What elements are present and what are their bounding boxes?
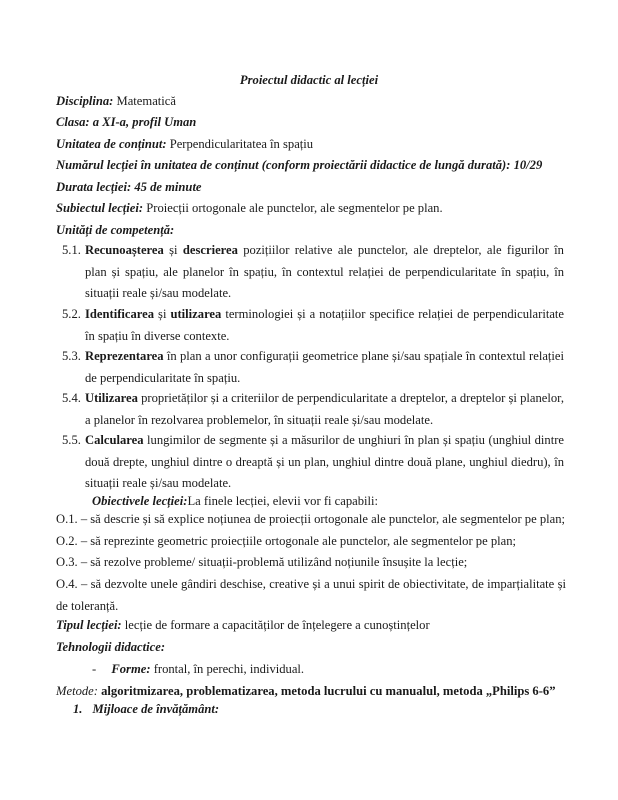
mijloace-number: 1. <box>73 702 83 716</box>
unitatea-value: Perpendicularitatea în spațiu <box>166 137 314 151</box>
subiectul-label: Subiectul lecției: <box>56 201 144 215</box>
competence-text: pozițiilor relative ale punctelor, ale dreptelor, ale figurilor în plan și spațiu, ale planelor în spațiu, în contextul relației de perpendicularitate în spațiu, în situații reale și/sau modelate. <box>85 243 564 300</box>
unitati-label: Unități de competență: <box>56 223 175 237</box>
obiective-label: Obiectivele lecției: <box>92 494 188 508</box>
unitati-line <box>56 222 174 238</box>
durata-line <box>56 179 202 195</box>
competence-verb-2: descrierea <box>182 243 238 257</box>
competence-item <box>62 346 564 389</box>
objective-item: O.3. – să rezolve probleme/ situații-problemă utilizând noțiunile însușite la lecție; <box>56 555 468 569</box>
numarul-label: Numărul lecției în unitatea de conținut (conform proiectării didactice de lungă durată): 10/29 <box>56 158 543 172</box>
competence-conj: și <box>154 307 171 321</box>
unitatea-label: Unitatea de conținut: <box>56 137 167 151</box>
objective-item: O.4. – să dezvolte unele gândiri deschise, creative și a unui spirit de obiectivitate, de imparțialitate și de toleranță. <box>56 577 566 613</box>
competence-text: în plan a unor configurații geometrice plane și/sau spațiale în contextul relației de perpendicularitate în spațiu. <box>85 349 564 385</box>
competence-text: proprietăților și a criteriilor de perpendicularitate a dreptelor, a dreptelor și planelor, a planelor în rezolvarea problemelor, în situații reale și/sau modelate. <box>85 391 564 427</box>
competence-item <box>62 240 564 305</box>
clasa-label: Clasa: a XI-a, profil Uman <box>56 115 197 129</box>
unitatea-line <box>56 136 313 152</box>
document-title: Proiectul didactic al lecției <box>239 73 379 87</box>
clasa-line <box>56 114 196 130</box>
competence-item <box>62 388 564 431</box>
disciplina-value: Matematică <box>113 94 176 108</box>
forme-line <box>92 661 304 677</box>
disciplina-line <box>56 93 176 109</box>
durata-label: Durata lecției <box>56 180 128 194</box>
numarul-line <box>56 157 542 173</box>
competence-number: 5.5. <box>62 433 81 447</box>
metode-line <box>56 683 556 699</box>
competence-verb: Identificarea <box>85 307 155 321</box>
subiectul-value: Proiecții ortogonale ale punctelor, ale segmentelor pe plan. <box>143 201 443 215</box>
bullet-dash: - <box>92 662 97 676</box>
tehnologii-label: Tehnologii didactice: <box>56 640 166 654</box>
forme-value: frontal, în perechi, individual. <box>150 662 305 676</box>
competence-conj: și <box>163 243 183 257</box>
competence-text: lungimilor de segmente și a măsurilor de unghiuri în plan și spațiu (unghiul dintre două drepte, unghiul dintre o dreaptă și un plan, unghiul dintre două plane, unghiul diedru), în situații reale și/sau modelate. <box>85 433 564 490</box>
mijloace-label: Mijloace de învățământ: <box>92 702 220 716</box>
competence-verb: Recunoașterea <box>85 243 164 257</box>
durata-value: : 45 de minute <box>127 180 202 194</box>
competence-number: 5.1. <box>62 243 81 257</box>
competence-item <box>62 304 564 347</box>
objective-item: O.2. – să reprezinte geometric proiecțiile ortogonale ale punctelor, ale segmentelor pe plan; <box>56 534 517 548</box>
tipul-label: Tipul lecției: <box>56 618 122 632</box>
objective-item: O.1. – să descrie și să explice noțiunea de proiecții ortogonale ale punctelor, ale segmentelor pe plan; <box>56 512 566 526</box>
competence-verb: Calcularea <box>85 433 144 447</box>
obiective-value: La finele lecției, elevii vor fi capabili: <box>187 494 379 508</box>
competence-text: terminologiei și a notațiilor specifice relației de perpendicularitate în spațiu în diverse contexte. <box>85 307 564 343</box>
competence-verb: Reprezentarea <box>85 349 164 363</box>
tipul-line <box>56 617 430 633</box>
forme-label: Forme: <box>111 662 151 676</box>
tehnologii-line <box>56 639 165 655</box>
subiectul-line <box>56 200 443 216</box>
disciplina-label: Disciplina: <box>56 94 114 108</box>
competence-verb: Utilizarea <box>85 391 138 405</box>
competence-item <box>62 430 564 495</box>
obiective-line <box>92 493 378 509</box>
competence-verb-2: utilizarea <box>170 307 222 321</box>
competence-number: 5.4. <box>62 391 81 405</box>
metode-value: algoritmizarea, problematizarea, metoda lucrului cu manualul, metoda „Philips 6-6” <box>97 684 556 698</box>
mijloace-line <box>73 701 219 717</box>
tipul-value: lecție de formare a capacităților de înțelegere a cunoștințelor <box>121 618 430 632</box>
metode-label: Metode: <box>56 684 98 698</box>
competence-number: 5.2. <box>62 307 81 321</box>
competence-number: 5.3. <box>62 349 81 363</box>
